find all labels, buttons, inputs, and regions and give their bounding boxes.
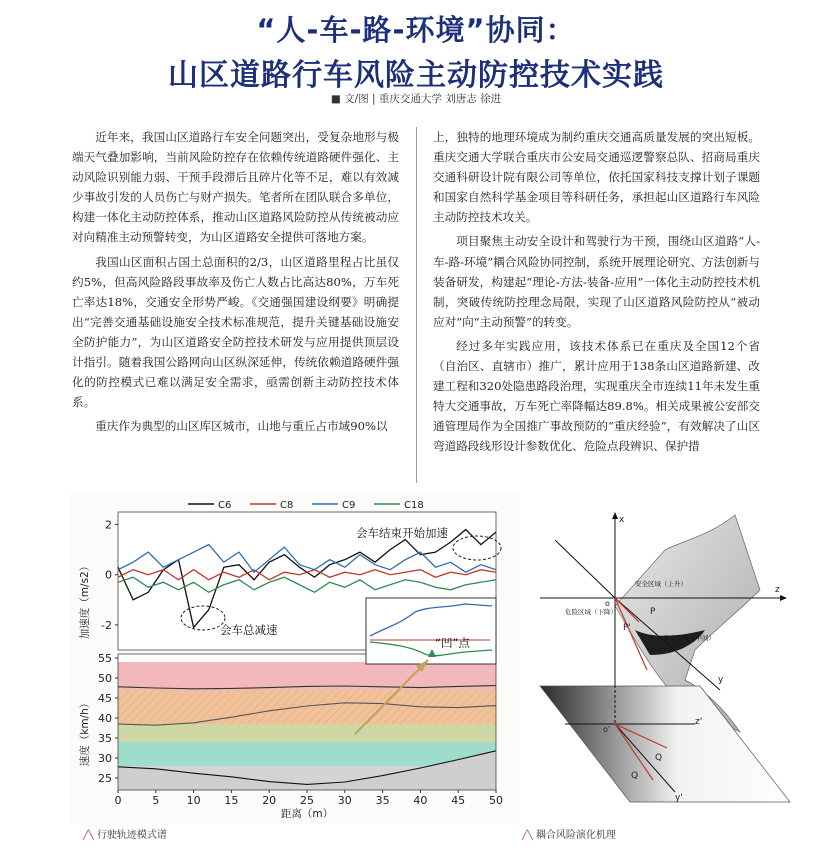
column-divider <box>416 127 417 483</box>
speed-y-tick-label: 30 <box>98 752 112 765</box>
q2-label: Q <box>631 771 639 781</box>
accel-annotation-text: 会车结束开始加速 <box>356 526 448 540</box>
acceleration-y-label: 加速度（m/s2） <box>79 560 91 640</box>
speed-panel <box>98 652 503 807</box>
left-figure-caption <box>83 826 167 841</box>
legend-label: C8 <box>280 500 294 511</box>
legend-label: C18 <box>404 500 424 511</box>
p-prime-label: P' <box>623 623 631 633</box>
speed-y-tick-label: 25 <box>98 772 112 785</box>
x-tick-label: 5 <box>152 794 160 807</box>
right-figure-caption <box>522 826 616 841</box>
y-label: y <box>718 675 724 685</box>
speed-y-tick-label: 55 <box>98 652 112 665</box>
left-caption-text: 行驶轨迹模式谱 <box>96 830 167 841</box>
paragraph: 重庆作为典型的山区库区城市，山地与重丘占市域90%以 <box>95 419 388 434</box>
byline: ■ 文/图 | 重庆交通大学 刘唐志 徐进 <box>330 93 502 105</box>
acc-y-tick-label: 0 <box>105 568 112 582</box>
x-axis-label: 距离（m） <box>280 808 334 820</box>
paragraph: 项目聚焦主动安全设计和驾驶行为干预，围绕山区道路“人-车-路-环境”耦合风险协同控制，系统开展理论研究、方法创新与装备研发，构建起“理论-方法-装备-应用”一体化主动防控技术机制，突破传统防控理念局限，实现了山区道路风险防控从“被动应对”向“主动预警”的转变。 <box>433 234 760 329</box>
x-tick-label: 20 <box>262 794 277 807</box>
legend-label: C9 <box>342 500 356 511</box>
speed-band <box>118 742 496 766</box>
x-tick-label: 30 <box>337 794 352 807</box>
caption-marker-icon: ╱╲ <box>522 831 533 841</box>
danger-zone-label: 危险区域（下降） <box>565 608 617 616</box>
speed-band <box>118 724 496 742</box>
speed-band <box>118 662 496 690</box>
title-line-1: “人-车-路-环境”协同： <box>256 13 576 47</box>
right-column <box>433 127 760 461</box>
speed-y-label: 速度（km/h） <box>79 697 91 767</box>
x-tick-label: 40 <box>413 794 428 807</box>
x-tick-label: 0 <box>114 794 122 807</box>
speed-y-tick-label: 40 <box>98 712 112 725</box>
x-label: x <box>619 515 625 525</box>
p-label: P <box>650 607 656 617</box>
acc-y-tick-label: 2 <box>105 518 112 532</box>
x-tick-label: 35 <box>375 794 390 807</box>
right-caption-text: 耦合风险演化机理 <box>535 830 616 841</box>
title-line-2: 山区道路行车风险主动防控技术实践 <box>168 58 664 93</box>
diagonal-axis <box>555 540 615 598</box>
speed-y-tick-label: 50 <box>98 672 112 685</box>
o-prime-label: o' <box>603 725 611 734</box>
control-plane <box>540 686 790 802</box>
legend-label: C6 <box>218 500 232 511</box>
x-tick-label: 50 <box>489 794 503 807</box>
paragraph: 近年来，我国山区道路行车安全问题突出，受复杂地形与极端天气叠加影响，当前风险防控存在依赖传统道路硬件强化、主动风险识别能力弱、干预手段滞后且碎片化等不足，难以有效减少事故引发的人员伤亡与财产损失。笔者所在团队联合多单位，构建一体化主动防控体系，推动山区道路风险防控从传统被动应对向精准主动预警转变，为山区道路安全提供可落地方案。 <box>72 130 399 245</box>
caption-marker-icon: ╱╲ <box>83 831 94 841</box>
q-label: Q <box>655 753 663 763</box>
trajectory-pattern-chart <box>70 494 520 824</box>
acc-y-tick-label: -2 <box>101 618 112 632</box>
safe-zone-label: 安全区域（上升） <box>635 580 687 588</box>
z-prime-label: z' <box>695 717 703 727</box>
paragraph: 经过多年实践应用，该技术体系已在重庆及全国12个省（自治区、直辖市）推广，累计应用于138条山区道路新建、改建工程和320处隐患路段治理，实现重庆全市连续11年未发生重特大交通事故，万车死亡率降幅达89.8%。相关成果被公安部交通管理局作为全国推广事故预防的“重庆经验”，有效解决了山区弯道路段线形设计参数优化、危险点段辨识、保护措 <box>433 338 760 454</box>
o-label: o <box>605 599 610 608</box>
paragraph: 我国山区面积占国土总面积的2/3，山区道路里程占比虽仅约5%，但高风险路段事故率及伤亡人数占比高达80%，万车死亡率达18%，交通安全形势严峻。《交通强国建设纲要》明确提出“完善交通基础设施安全技术标准规范，提升关键基础设施安全防护能力”，为山区道路安全防控技术研发与应用提供顶层设计指引。随着我国公路网向山区纵深延伸，传统依赖道路硬件强化的防控模式已难以满足安全需求，亟需创新主动防控技术体系。 <box>72 254 399 410</box>
y-prime-label: y' <box>675 793 683 803</box>
speed-y-tick-label: 35 <box>98 732 112 745</box>
inset-label: “凹”点 <box>435 636 470 650</box>
x-tick-label: 15 <box>224 794 239 807</box>
x-tick-label: 25 <box>300 794 314 807</box>
z-label: z <box>775 585 780 595</box>
z-arrow-icon <box>780 595 787 601</box>
x-tick-label: 45 <box>451 794 466 807</box>
decel-annotation-text: 会车总减速 <box>220 623 278 637</box>
speed-y-tick-label: 45 <box>98 692 112 705</box>
x-arrow-icon <box>612 512 618 519</box>
paragraph: 上，独特的地理环境成为制约重庆交通高质量发展的突出短板。重庆交通大学联合重庆市公安局交通巡逻警察总队、招商局重庆交通科研设计院有限公司等单位，依托国家科技支撑计划子课题和国家自然科学基金项目等科研任务，承担起山区道路行车风险主动防控技术攻关。 <box>433 130 760 225</box>
x-tick-label: 10 <box>186 794 201 807</box>
left-column <box>72 127 399 440</box>
risk-evolution-diagram <box>535 510 797 810</box>
mutation-zone-label: 突变区域（中间） <box>663 634 715 642</box>
